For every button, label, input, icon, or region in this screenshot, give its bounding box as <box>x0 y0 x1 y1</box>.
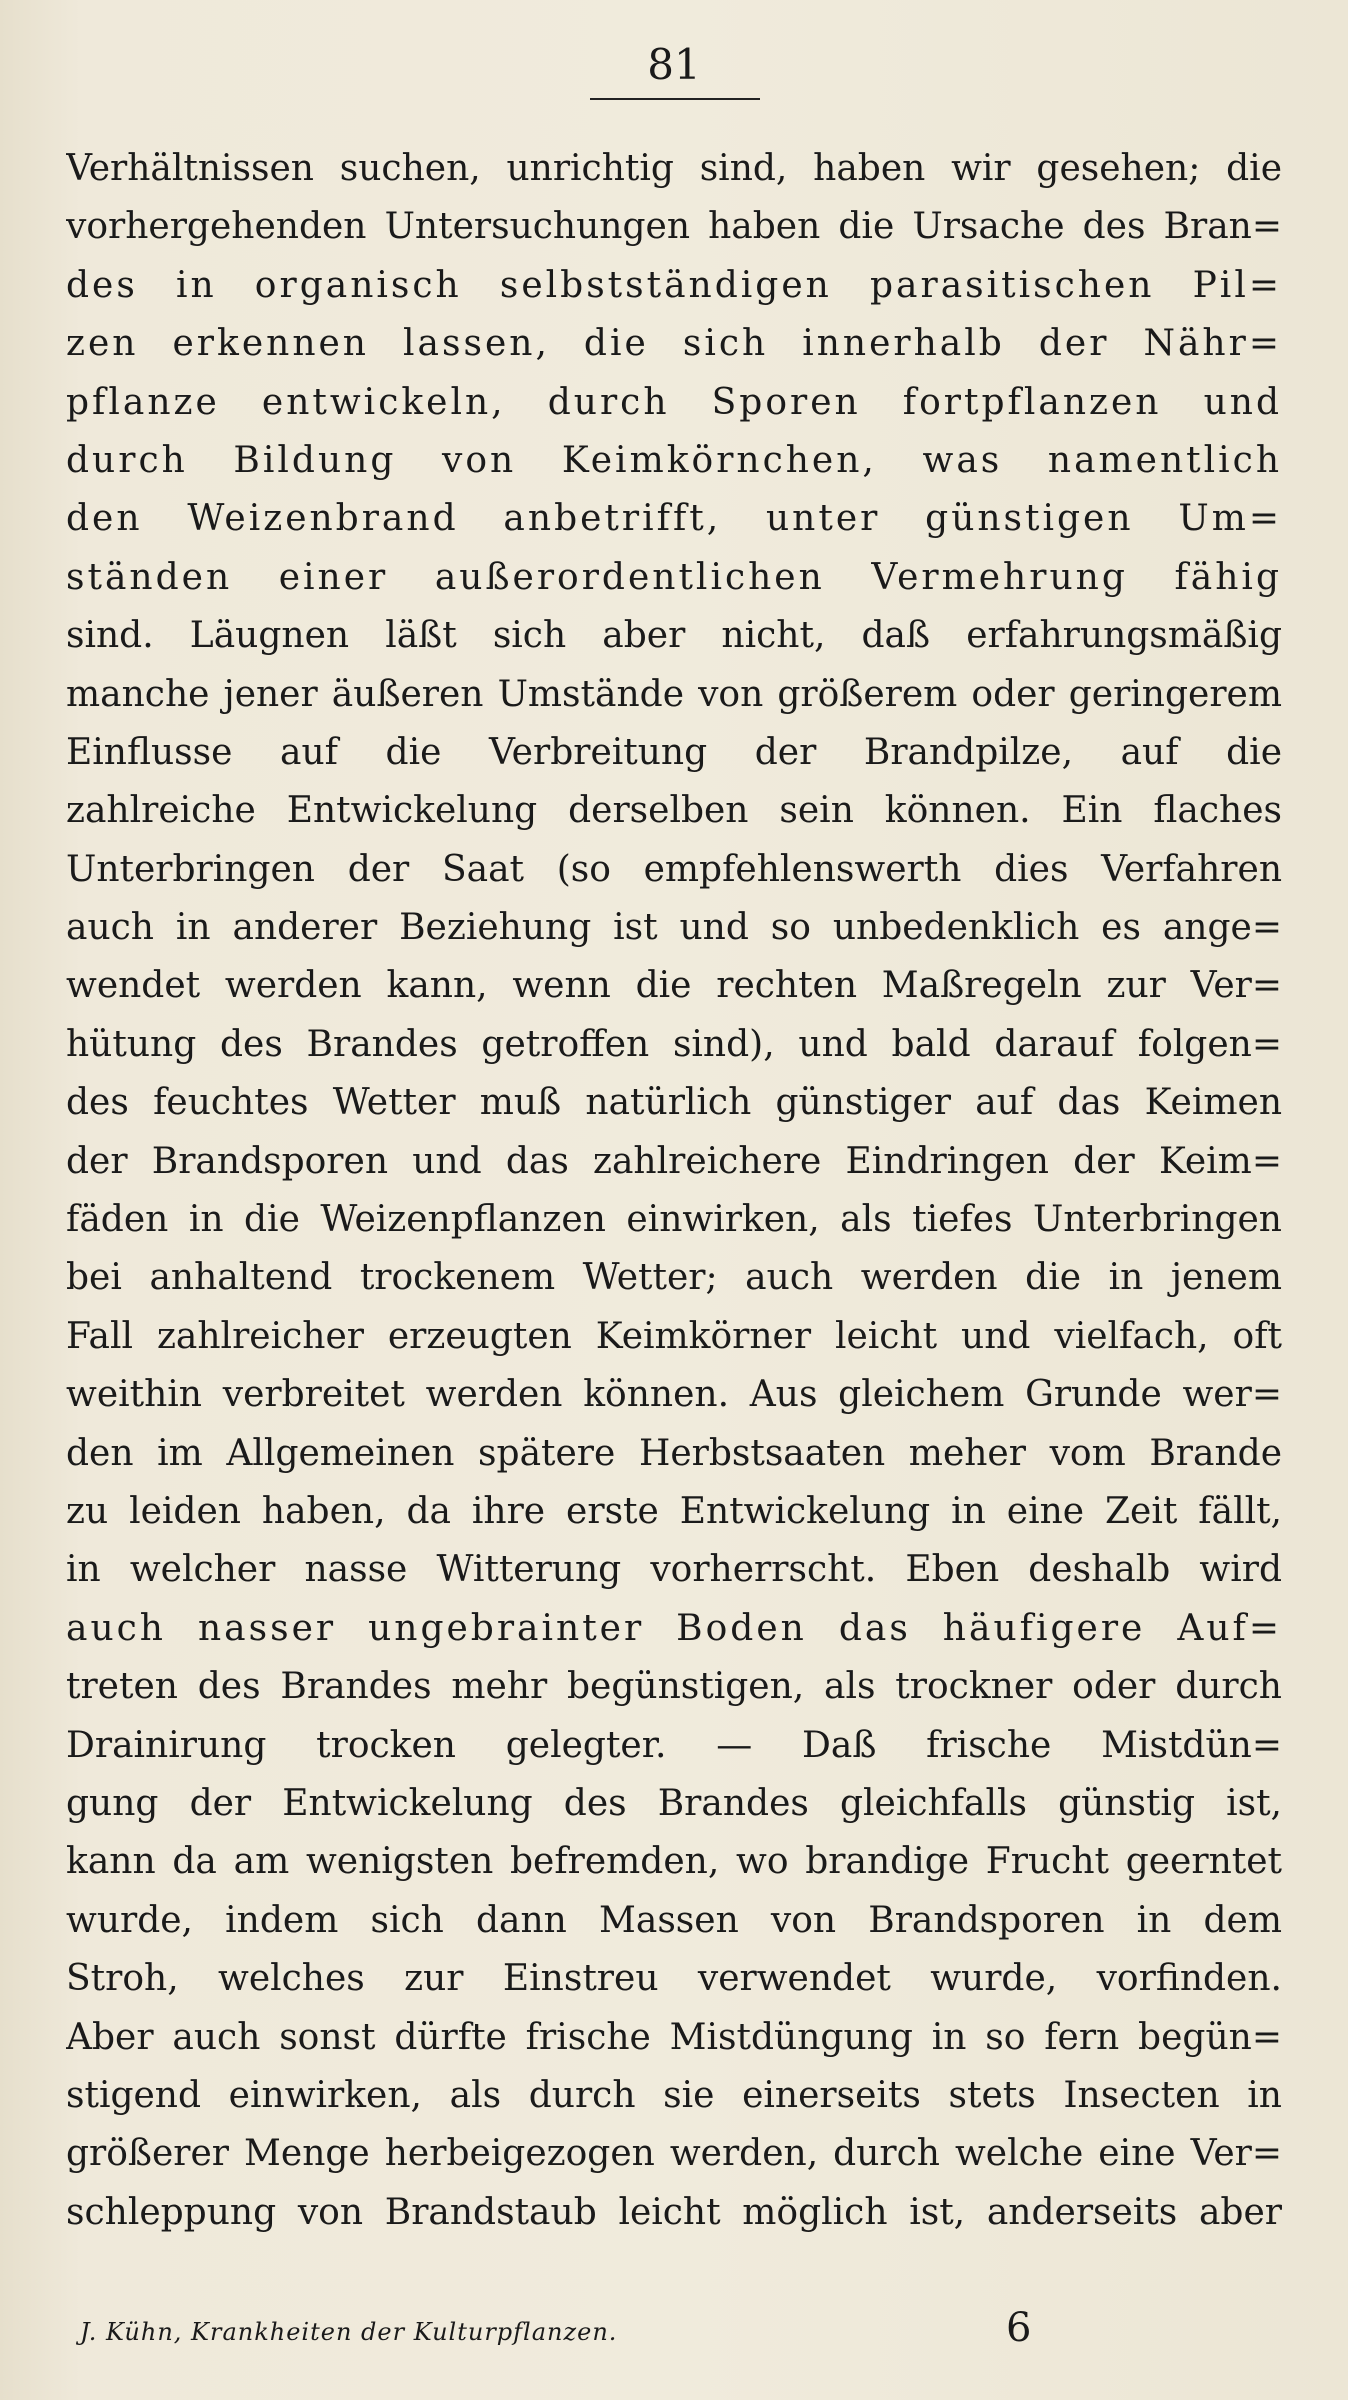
text-line: Einflusse auf die Verbreitung der Brandpilze, auf die <box>66 731 1282 773</box>
text-line: zen erkennen lassen, die sich innerhalb der Nähr= <box>66 323 1282 365</box>
text-line: den im Allgemeinen spätere Herbstsaaten meher vom Brande <box>66 1432 1282 1474</box>
text-line: Unterbringen der Saat (so empfehlenswerth dies Verfahren <box>66 848 1282 890</box>
text-line: zahlreiche Entwickelung derselben sein können. Ein flaches <box>66 790 1282 832</box>
body-text <box>66 140 1282 2242</box>
text-line: sind. Läugnen läßt sich aber nicht, daß erfahrungsmäßig <box>66 615 1282 657</box>
text-line: Verhältnissen suchen, unrichtig sind, haben wir gesehen; die <box>66 148 1282 189</box>
text-line: des in organisch selbstständigen parasitischen Pil= <box>66 264 1282 306</box>
text-line: ständen einer außerordentlichen Vermehrung fähig <box>66 556 1282 598</box>
text-line: auch nasser ungebrainter Boden das häufigere Auf= <box>66 1607 1282 1649</box>
text-line: Stroh, welches zur Einstreu verwendet wurde, vorfinden. <box>66 1958 1282 2000</box>
text-line: weithin verbreitet werden können. Aus gleichem Grunde wer= <box>66 1374 1282 1416</box>
text-line: gung der Entwickelung des Brandes gleichfalls günstig ist, <box>66 1782 1282 1824</box>
text-line: pflanze entwickeln, durch Sporen fortpflanzen und <box>66 381 1282 423</box>
text-line: durch Bildung von Keimkörnchen, was namentlich <box>66 439 1282 481</box>
signature-mark: 6 <box>1006 2305 1032 2351</box>
text-line: kann da am wenigsten befremden, wo brandige Frucht geerntet <box>66 1841 1282 1883</box>
text-line: stigend einwirken, als durch sie einerseits stets Insecten in <box>66 2074 1282 2116</box>
text-line: hütung des Brandes getroffen sind), und bald darauf folgen= <box>66 1023 1282 1065</box>
text-line: den Weizenbrand anbetrifft, unter günstigen Um= <box>66 498 1282 540</box>
text-line: treten des Brandes mehr begünstigen, als trockner oder durch <box>66 1666 1282 1708</box>
text-line: bei anhaltend trockenem Wetter; auch werden die in jenem <box>66 1257 1282 1299</box>
page-number: 81 <box>647 40 701 89</box>
text-line: des feuchtes Wetter muß natürlich günstiger auf das Keimen <box>66 1082 1282 1124</box>
text-line: zu leiden haben, da ihre erste Entwickelung in eine Zeit fällt, <box>66 1490 1282 1532</box>
header-rule <box>590 98 760 100</box>
text-line: manche jener äußeren Umstände von größerem oder geringerem <box>66 673 1282 715</box>
text-line: fäden in die Weizenpflanzen einwirken, als tiefes Unterbringen <box>66 1199 1282 1241</box>
text-line: in welcher nasse Witterung vorherrscht. Eben deshalb wird <box>66 1549 1282 1591</box>
text-line: Drainirung trocken gelegter. — Daß frische Mistdün= <box>66 1724 1282 1766</box>
text-line: der Brandsporen und das zahlreichere Eindringen der Keim= <box>66 1140 1282 1182</box>
text-line: Fall zahlreicher erzeugten Keimkörner leicht und vielfach, oft <box>66 1315 1282 1357</box>
text-line: Aber auch sonst dürfte frische Mistdüngung in so fern begün= <box>66 2016 1282 2058</box>
text-line: wendet werden kann, wenn die rechten Maßregeln zur Ver= <box>66 965 1282 1007</box>
footer-book-title: J. Kühn, Krankheiten der Kulturpflanzen. <box>80 2318 618 2346</box>
text-line: auch in anderer Beziehung ist und so unbedenklich es ange= <box>66 907 1282 949</box>
text-line: größerer Menge herbeigezogen werden, durch welche eine Ver= <box>66 2133 1282 2175</box>
text-line: wurde, indem sich dann Massen von Brandsporen in dem <box>66 1899 1282 1941</box>
text-line: vorhergehenden Untersuchungen haben die Ursache des Bran= <box>66 206 1282 248</box>
text-line: schleppung von Brandstaub leicht möglich ist, anderseits aber <box>66 2191 1282 2233</box>
